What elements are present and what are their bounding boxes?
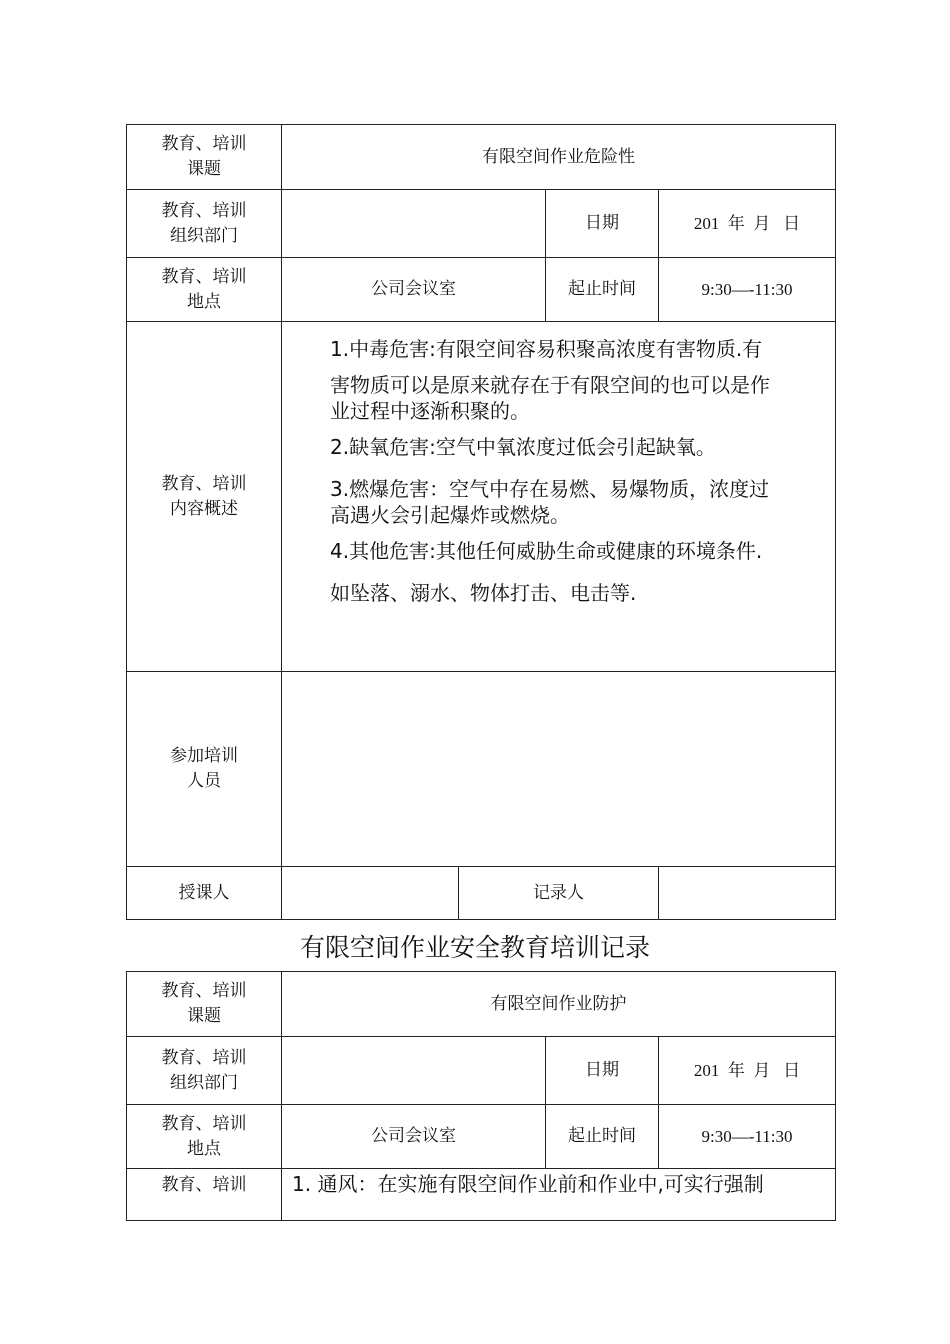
training-record-table-2 (126, 971, 836, 1221)
recorder-label: 记录人 (459, 867, 659, 920)
attendees-label: 参加培训 人员 (127, 672, 282, 867)
content-summary (282, 322, 836, 672)
date-label: 日期 (546, 1037, 659, 1105)
department-value (282, 1037, 546, 1105)
time-value: 9:30—-11:30 (659, 1105, 836, 1169)
department-label: 教育、培训 组织部门 (127, 1037, 282, 1105)
content-label: 教育、培训 内容概述 (127, 322, 282, 672)
date-label: 日期 (546, 190, 659, 258)
time-value: 9:30—-11:30 (659, 258, 836, 322)
topic-value: 有限空间作业危险性 (282, 125, 836, 190)
content-line: 1.中毒危害:有限空间容易积聚高浓度有害物质.有 (330, 337, 763, 361)
topic-label: 教育、培训 课题 (127, 972, 282, 1037)
topic-value: 有限空间作业防护 (282, 972, 836, 1037)
content-line: 高遇火会引起爆炸或燃烧。 (330, 503, 570, 527)
content-summary (282, 1169, 836, 1221)
place-value: 公司会议室 (282, 1105, 546, 1169)
department-label: 教育、培训 组织部门 (127, 190, 282, 258)
content-line: 害物质可以是原来就存在于有限空间的也可以是作 (330, 373, 770, 397)
department-value (282, 190, 546, 258)
recorder-value (659, 867, 836, 920)
lecturer-label: 授课人 (127, 867, 282, 920)
date-value: 201 年 月 日 (659, 1037, 836, 1105)
place-value: 公司会议室 (282, 258, 546, 322)
content-line: 业过程中逐渐积聚的。 (330, 399, 530, 423)
attendees-value (282, 672, 836, 867)
topic-label: 教育、培训 课题 (127, 125, 282, 190)
time-label: 起止时间 (546, 258, 659, 322)
training-record-table-1 (126, 124, 836, 920)
date-value: 201 年 月 日 (659, 190, 836, 258)
place-label: 教育、培训 地点 (127, 1105, 282, 1169)
content-line: 3.燃爆危害：空气中存在易燃、易爆物质，浓度过 (330, 477, 770, 501)
lecturer-value (282, 867, 459, 920)
content-line: 如坠落、溺水、物体打击、电击等. (330, 581, 637, 605)
content-label: 教育、培训 (127, 1169, 282, 1221)
place-label: 教育、培训 地点 (127, 258, 282, 322)
time-label: 起止时间 (546, 1105, 659, 1169)
content-line: 1. 通风：在实施有限空间作业前和作业中,可实行强制 (292, 1172, 764, 1196)
section-title: 有限空间作业安全教育培训记录 (299, 933, 650, 962)
content-line: 4.其他危害:其他任何威胁生命或健康的环境条件. (330, 539, 763, 563)
content-line: 2.缺氧危害:空气中氧浓度过低会引起缺氧。 (330, 435, 716, 459)
